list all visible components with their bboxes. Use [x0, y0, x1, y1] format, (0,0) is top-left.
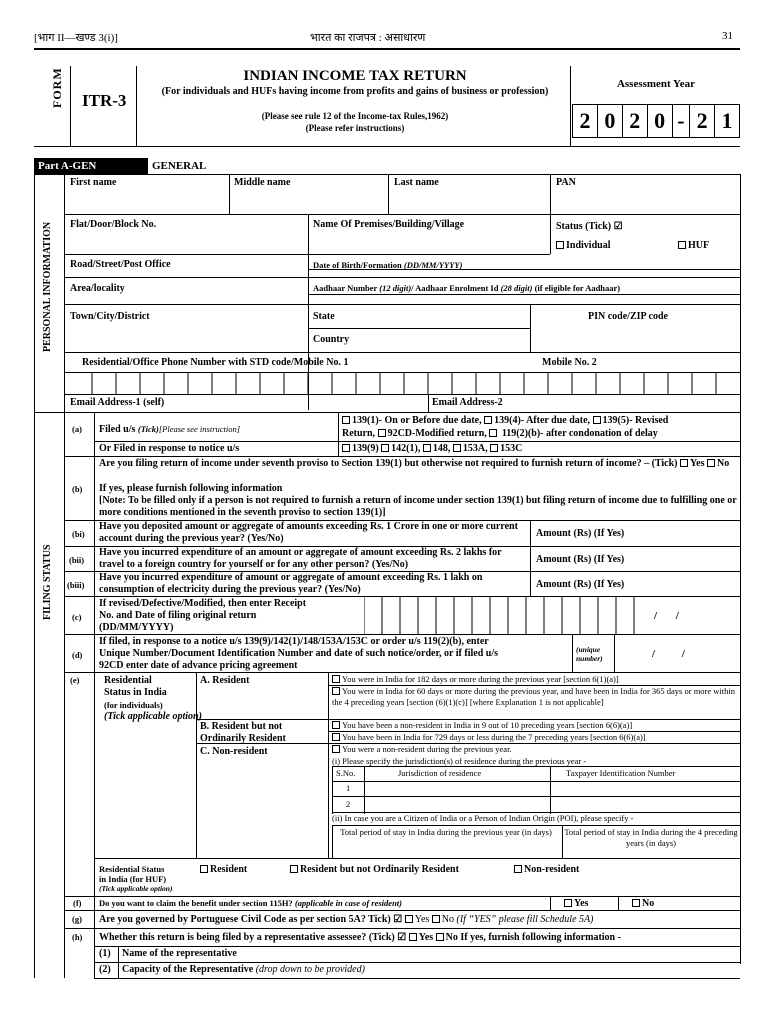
first-name-label: First name — [70, 177, 117, 188]
individual-option[interactable] — [556, 240, 610, 251]
citizen-note: (ii) In case you are a Citizen of India or a Person of Indian Origin (POI), please specify - — [332, 813, 634, 823]
rule — [332, 825, 333, 858]
option-non-resident: You were a non-resident during the previous year. — [332, 744, 738, 754]
h2-number: (2) — [99, 964, 111, 975]
email1-label: Email Address-1 (self) — [70, 397, 165, 408]
name-input[interactable] — [70, 192, 550, 214]
rule — [550, 766, 551, 814]
rule — [428, 394, 429, 412]
seventh-proviso-note: [Note: To be filled only if a person is not required to furnish a return of income under section 139(1) but filing return of income due to fulfilling one or more conditions mentioned in the seventh proviso to section 139(1)] — [99, 495, 737, 518]
jurisdiction-row-2: 2 — [346, 799, 351, 809]
ay-dash: - — [673, 105, 691, 137]
checkbox[interactable] — [200, 865, 208, 873]
checkbox[interactable] — [556, 241, 564, 249]
receipt-number-cells[interactable] — [364, 596, 740, 634]
huf-nonresident-option: Non-resident — [514, 864, 579, 875]
residential-status-title: Residential Status in India (for individuals) (Tick applicable option) — [104, 675, 202, 722]
row-label-biii: (biii) — [67, 580, 85, 590]
current-account-question: Have you deposited amount or aggregate of amounts exceeding Rs. 1 Crore in one or more current account during the previous year? (Yes/No) — [99, 521, 518, 544]
individual-label: Individual — [566, 240, 611, 251]
checkbox[interactable] — [678, 241, 686, 249]
checkbox[interactable] — [432, 915, 440, 923]
amount-label-bii: Amount (Rs) (If Yes) — [536, 554, 625, 565]
huf-option[interactable] — [678, 240, 709, 251]
checkbox[interactable] — [290, 865, 298, 873]
rule — [562, 825, 563, 858]
receipt-cell-grid — [364, 596, 740, 634]
electricity-question: Have you incurred expenditure of amount or aggregate of amount exceeding Rs. 1 lakh on consumption of electricity during the previous year? (Yes/No) — [99, 572, 483, 595]
foreign-travel-question: Have you incurred expenditure of an amount or aggregate of amount exceeding Rs. 2 lakhs for travel to a foreign country for yourself or for any other person? (Yes/No) — [99, 547, 502, 570]
checkbox[interactable] — [484, 416, 492, 424]
assessment-year-label: Assessment Year — [616, 78, 696, 90]
pan-label: PAN — [556, 177, 576, 188]
rule — [64, 394, 740, 395]
resident-a-label: A. Resident — [200, 675, 250, 686]
huf-rnor-option: Resident but not Ordinarily Resident — [290, 864, 459, 875]
stay-four-years: Total period of stay in India during the 4 preceding years (in days) — [564, 827, 738, 848]
notice-question: If filed, in response to a notice u/s 139(9)/142(1)/148/153A/153C or order u/s 119(2)(b), enter Unique Number/Document Identification Number and date of such notice/order, or if filed u/s 92CD enter date of advance pricing agreement — [99, 636, 498, 671]
form-title: INDIAN INCOME TAX RETURN — [243, 68, 467, 84]
rule — [64, 254, 550, 255]
checkbox[interactable] — [632, 899, 640, 907]
filed-us-label: Filed u/s (Tick)[Please see instruction] — [99, 424, 241, 435]
rule — [196, 672, 197, 858]
ay-digit: 2 — [623, 105, 648, 137]
representative-question: Whether this return is being filed by a representative assessee? (Tick) ☑ Yes No If yes, furnish following information - — [99, 932, 621, 943]
checkbox[interactable] — [680, 459, 688, 467]
row-label-b: (b) — [72, 484, 83, 494]
area-label: Area/locality — [70, 283, 125, 294]
checkbox[interactable] — [593, 416, 601, 424]
receipt-date-field[interactable]: / / — [654, 610, 679, 622]
rule — [530, 520, 531, 596]
amount-label-bi: Amount (Rs) (If Yes) — [536, 528, 625, 539]
rule — [94, 946, 740, 947]
receipt-question: If revised/Defective/Modified, then enter Receipt No. and Date of filing original return (DD/MM/YYYY) — [99, 598, 307, 633]
last-name-label: Last name — [394, 177, 439, 188]
outer-right-border — [740, 174, 741, 964]
rule — [328, 672, 329, 858]
rule — [64, 634, 740, 635]
road-label: Road/Street/Post Office — [70, 259, 171, 270]
phone-digit-cells[interactable] — [64, 372, 740, 394]
seventh-proviso-question: Are you filing return of income under seventh proviso to Section 139(1) but otherwise not required to furnish return of income? – (Tick) Yes No — [99, 458, 730, 469]
title-left-divider — [136, 66, 137, 146]
portuguese-code-question: Are you governed by Portuguese Civil Code as per section 5A? Tick) ☑ Yes No (If “YES” please fill Schedule 5A) — [99, 914, 594, 925]
rule — [64, 896, 740, 897]
form-label: FORM — [50, 67, 64, 108]
status-label: Status (Tick) ☑ — [556, 221, 623, 232]
checkbox[interactable] — [409, 933, 417, 941]
header-rule — [34, 48, 740, 50]
rule — [338, 412, 339, 456]
rule — [332, 796, 740, 797]
unique-number-label: (unique number) — [576, 645, 603, 663]
stay-previous-year: Total period of stay in India during the previous year (in days) — [340, 827, 552, 837]
rule — [364, 766, 365, 814]
checkbox[interactable] — [332, 675, 340, 683]
sno-header: S.No. — [336, 768, 356, 778]
state-label: State — [313, 311, 335, 322]
option-182-days: You were in India for 182 days or more during the previous year [section 6(1)(a)] — [332, 674, 738, 684]
jurisdiction-note: (i) Please specify the jurisdiction(s) of residence during the previous year - — [332, 756, 587, 766]
page-number: 31 — [722, 30, 733, 42]
form-code: ITR-3 — [82, 91, 127, 110]
rule — [94, 962, 740, 963]
row-label-a: (a) — [72, 424, 82, 434]
rule — [64, 910, 740, 911]
filed-options-line2: Return, 92CD-Modified return, 119(2)(b)- after condonation of delay — [342, 428, 658, 439]
rule — [94, 978, 740, 979]
section-general: GENERAL — [152, 160, 207, 172]
row-label-e: (e) — [70, 675, 80, 685]
row-label-g: (g) — [72, 914, 82, 924]
form-subtitle: (For individuals and HUFs having income from profits and gains of business or profession) — [161, 86, 549, 97]
row-label-h: (h) — [72, 932, 83, 942]
checkbox[interactable] — [436, 933, 444, 941]
checkbox[interactable] — [342, 416, 350, 424]
option-60-days: You were in India for 60 days or more during the previous year, and have been in India for 365 days or more within the 4 preceding years [section (6)(1)(c)] [where Explanation 1 is not applicable] — [332, 686, 736, 707]
row-label-c: (c) — [72, 612, 82, 622]
pin-label: PIN code/ZIP code — [588, 311, 668, 322]
huf-resident-option: Resident — [200, 864, 247, 875]
notice-date-field[interactable]: / / — [652, 648, 685, 660]
rule — [64, 214, 740, 215]
jurisdiction-header: Jurisdiction of residence — [398, 768, 482, 778]
checkbox[interactable] — [489, 429, 497, 437]
rule — [332, 766, 740, 767]
representative-capacity-label: Capacity of the Representative (drop down to be provided) — [122, 964, 365, 975]
mobile2-label: Mobile No. 2 — [542, 357, 597, 368]
section-115h-question: Do you want to claim the benefit under section 115H? (applicable in case of resident) — [99, 898, 402, 908]
rule — [64, 304, 740, 305]
checkbox[interactable] — [405, 915, 413, 923]
rule — [308, 294, 740, 295]
notice-label: Or Filed in response to notice u/s — [99, 443, 240, 454]
ay-digit: 2 — [690, 105, 715, 137]
label-column-border — [94, 412, 95, 978]
checkbox[interactable] — [423, 444, 431, 452]
row-label-d: (d) — [72, 650, 83, 660]
pan-input[interactable] — [554, 192, 738, 214]
rule — [618, 896, 619, 910]
huf-residential-title: Residential Status in India (for HUF) (Tick applicable option) — [99, 864, 173, 893]
outer-left-border — [34, 174, 35, 978]
assessment-year-box — [572, 104, 740, 138]
form-divider — [70, 66, 71, 146]
ay-digit: 0 — [648, 105, 673, 137]
filed-options-line1: 139(1)- On or Before due date, 139(4)- After due date, 139(5)- Revised — [342, 415, 668, 426]
rule — [64, 352, 740, 353]
jurisdiction-row-1: 1 — [346, 783, 351, 793]
ay-digit: 0 — [598, 105, 623, 137]
part-a-gen-tab: Part A-GEN — [34, 158, 148, 174]
side-column-border — [64, 174, 65, 978]
option-non-resident-9-of-10: You have been a non-resident in India in 9 out of 10 preceding years [section 6(6)(a)] — [332, 720, 738, 730]
email2-label: Email Address-2 — [432, 397, 503, 408]
ay-digit: 2 — [573, 105, 598, 137]
checkbox[interactable] — [342, 444, 350, 452]
checkbox[interactable] — [332, 745, 340, 753]
rule — [64, 456, 740, 457]
town-label: Town/City/District — [70, 311, 150, 322]
rule — [34, 412, 64, 413]
representative-name-label: Name of the representative — [122, 948, 237, 959]
gazette-part-label: [भाग II—खण्ड 3(i)] — [34, 32, 118, 44]
aadhaar-label: Aadhaar Number (12 digit)/ Aadhaar Enrolment Id (28 digit) (if eligible for Aadhaar) — [313, 283, 621, 293]
checkbox[interactable] — [514, 865, 522, 873]
checkbox[interactable] — [332, 687, 340, 695]
rule — [94, 441, 740, 442]
checkbox[interactable] — [332, 733, 340, 741]
rule — [308, 328, 530, 329]
amount-label-biii: Amount (Rs) (If Yes) — [536, 579, 625, 590]
option-729-days: You have been in India for 729 days or less during the 7 preceding years [section 6(6)(a)] — [332, 732, 738, 742]
checkbox[interactable] — [490, 444, 498, 452]
h1-number: (1) — [99, 948, 111, 959]
rule — [332, 766, 333, 814]
row-label-f: (f) — [73, 898, 82, 908]
dob-label: Date of Birth/Formation (DD/MM/YYYY) — [313, 260, 463, 270]
rule — [550, 896, 551, 910]
flat-label: Flat/Door/Block No. — [70, 219, 157, 230]
rule — [332, 781, 740, 782]
rule — [550, 214, 551, 254]
premises-label: Name Of Premises/Building/Village — [313, 219, 465, 230]
side-label-filing: FILING STATUS — [42, 544, 53, 620]
rule — [64, 928, 740, 929]
country-label: Country — [313, 334, 350, 345]
instructions-note: (Please refer instructions) — [305, 123, 405, 133]
rule — [572, 634, 573, 672]
checkbox[interactable] — [564, 899, 572, 907]
checkbox[interactable] — [453, 444, 461, 452]
checkbox[interactable] — [381, 444, 389, 452]
gazette-title: भारत का राजपत्र : असाधारण — [310, 32, 426, 44]
rule — [530, 304, 531, 352]
rule — [332, 825, 740, 826]
huf-label: HUF — [688, 240, 710, 251]
side-label-personal: PERSONAL INFORMATION — [42, 221, 53, 352]
resident-b-label: B. Resident but not Ordinarily Resident — [200, 721, 286, 744]
row-label-bi: (bi) — [72, 529, 85, 539]
checkbox[interactable] — [707, 459, 715, 467]
rule-note: (Please see rule 12 of the Income-tax Rules,1962) — [261, 111, 449, 121]
rule — [34, 174, 740, 175]
tin-header: Taxpayer Identification Number — [566, 768, 676, 778]
checkbox[interactable] — [378, 429, 386, 437]
rule — [308, 269, 740, 270]
middle-name-label: Middle name — [234, 177, 291, 188]
f-yes-option: Yes — [564, 898, 588, 909]
rule — [64, 672, 740, 673]
f-no-option: No — [632, 898, 654, 909]
dob-format: (DD/MM/YYYY) — [403, 260, 463, 270]
notice-options: 139(9) 142(1), 148, 153A, 153C — [342, 443, 522, 454]
rule — [94, 858, 740, 859]
checkbox[interactable] — [332, 721, 340, 729]
rule — [550, 174, 551, 214]
resident-c-label: C. Non-resident — [200, 746, 268, 757]
ay-digit: 1 — [721, 108, 733, 133]
rule — [64, 277, 740, 278]
phone-cell-grid — [64, 372, 740, 394]
phone-label: Residential/Office Phone Number with STD code/Mobile No. 1 — [82, 357, 349, 368]
rule — [64, 412, 740, 413]
title-bottom-rule — [34, 146, 740, 147]
row-label-bii: (bii) — [69, 555, 85, 565]
seventh-proviso-ifyes: If yes, please furnish following information — [99, 483, 283, 494]
rule — [614, 634, 615, 672]
